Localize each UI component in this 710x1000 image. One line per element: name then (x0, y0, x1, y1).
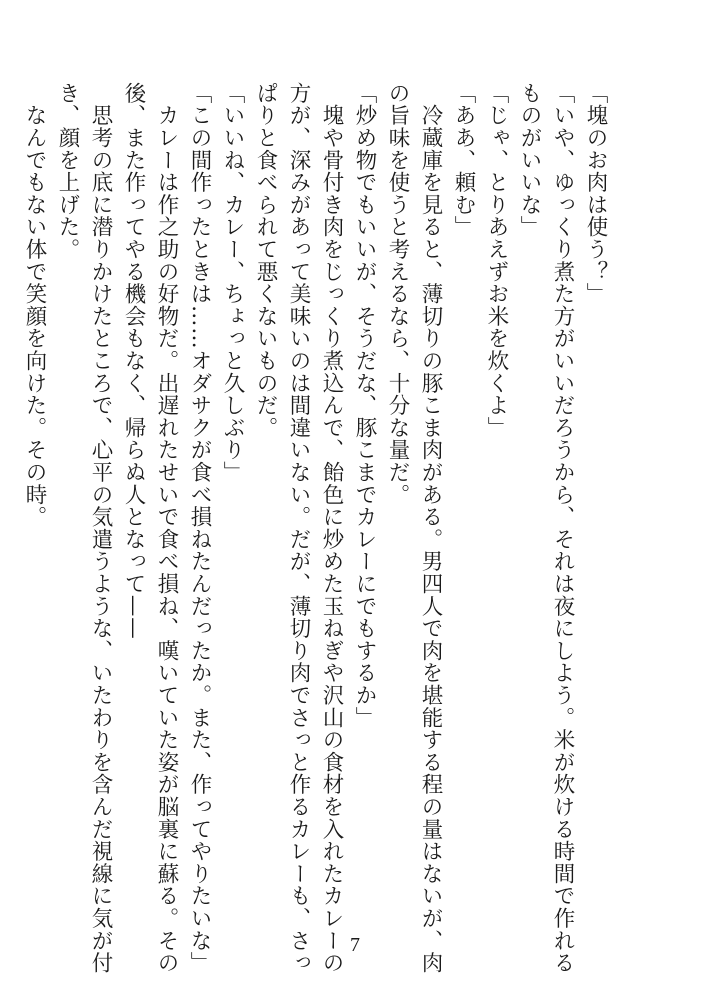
text-line: の旨味を使うと考えるなら、十分な量だ。 (385, 82, 410, 506)
text-line: 「いや、ゆっくり煮た方がいいだろうから、それは夜にしよう。米が炊ける時間で作れる (550, 82, 575, 974)
text-line: 冷蔵庫を見ると、薄切りの豚こま肉がある。男四人で肉を堪能する程の量はないが、肉 (418, 82, 443, 974)
text-line: 「炒め物でもいいが、そうだな、豚こまでカレーにでもするか」 (352, 82, 377, 729)
text-line: 「塊のお肉は使う？」 (583, 82, 608, 305)
text-line: 後、また作ってやる機会もなく、帰らぬ人となって—— (121, 82, 146, 640)
text-line: 「いいね、カレー、ちょっと久しぶり」 (220, 82, 245, 484)
text-line: カレーは作之助の好物だ。出遅れたせいで食べ損ね、嘆いていた姿が脳裏に蘇る。その (154, 82, 179, 974)
vertical-text-body (18, 82, 612, 974)
page-number: 7 (350, 934, 360, 956)
text-line: 「この間作ったときは……オダサクが食べ損ねたんだったか。また、作ってやりたいな」 (187, 82, 212, 974)
text-line: ものがいいな」 (517, 82, 542, 239)
text-line: なんでもない体で笑顔を向けた。その時。 (22, 82, 47, 528)
text-line: 方が、深みがあって美味いのは間違いない。だが、薄切り肉でさっと作るカレーも、さっ (286, 82, 311, 974)
text-line: 「ああ、頼む」 (451, 82, 476, 239)
text-line: 思考の底に潜りかけたところで、心平の気遣うような、いたわりを含んだ視線に気が付 (88, 82, 113, 974)
text-line: 「じゃ、とりあえずお米を炊くよ」 (484, 82, 509, 439)
text-line: き、顔を上げた。 (55, 82, 80, 261)
text-line: 塊や骨付き肉をじっくり煮込んで、飴色に炒めた玉ねぎや沢山の食材を入れたカレーの (319, 82, 344, 974)
text-line: ぱりと食べられて悪くないものだ。 (253, 82, 278, 439)
